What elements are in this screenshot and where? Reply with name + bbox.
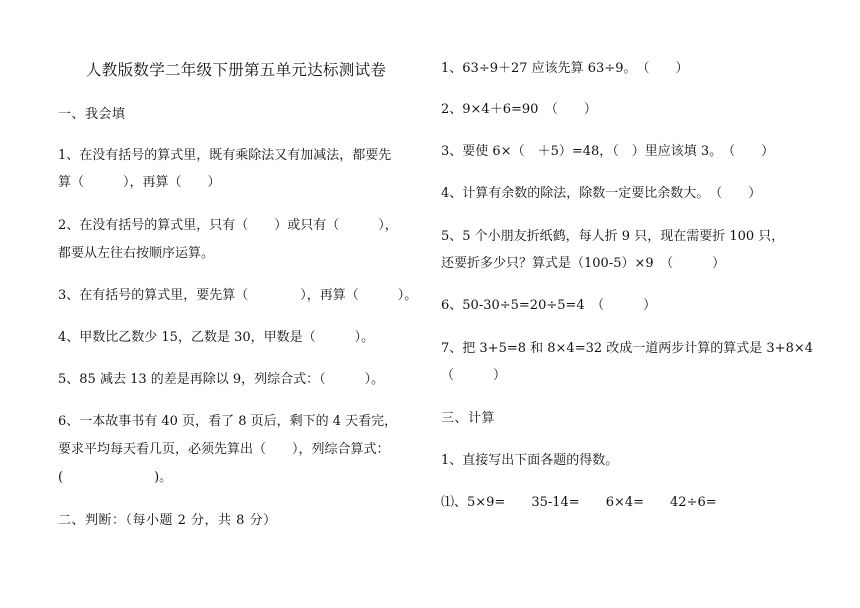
judge-5-line-2: 还要折多少只？算式是（100-5）×9 （ ） [441,256,726,271]
question-6-line-2: 要求平均每天看几页，必须先算出（ ），列综合算式： [58,442,390,457]
question-6-line-3: ( )。 [58,470,173,485]
judge-1: 1、63÷9＋27 应该先算 63÷9。 （ ） [441,61,689,76]
judge-4: 4、计算有余数的除法，除数一定要比余数大。 （ ） [441,186,762,201]
judge-7-line-1: 7、把 3+5=8 和 8×4=32 改成一道两步计算的算式是 3+8×4 [441,341,813,356]
question-2-line-1: 2、在没有括号的算式里，只有（ ）或只有（ ）， [58,218,398,233]
judge-5-line-1: 5、5 个小朋友折纸鹤，每人折 9 只，现在需要折 100 只， [441,229,785,244]
calc-intro: 1、直接写出下面各题的得数。 [441,453,619,468]
question-4: 4、甲数比乙数少 15，乙数是 30，甲数是（ ）。 [58,330,375,345]
judge-2: 2、9×4＋6=90 （ ） [441,102,597,117]
question-6-line-1: 6、一本故事书有 40 页，看了 8 页后，剩下的 4 天看完， [58,414,398,429]
calc-row-1: ⑴、5×9= 35-14= 6×4= 42÷6= [441,495,717,510]
section-fill-heading: 一、我会填 [58,107,126,122]
question-1-line-1: 1、在没有括号的算式里，既有乘除法又有加减法，都要先 [58,148,392,163]
section-judge-heading: 二、判断：（每小题 2 分，共 8 分） [58,513,277,528]
question-5: 5、85 减去 13 的差是再除以 9，列综合式：（ ）。 [58,372,385,387]
question-2-line-2: 都要从左往右按顺序运算。 [58,246,215,261]
judge-7-line-2: （ ） [441,368,507,383]
section-calc-heading: 三、计算 [441,411,496,426]
question-3: 3、在有括号的算式里，要先算（ ），再算（ ）。 [58,288,418,303]
page-title: 人教版数学二年级下册第五单元达标测试卷 [86,61,387,79]
judge-3: 3、要使 6×（ ＋5）=48，（ ）里应该填 3。 （ ） [441,144,775,159]
judge-6: 6、50-30÷5=20÷5=4 （ ） [441,298,657,313]
question-1-line-2: 算（ ），再算（ ） [58,175,221,190]
